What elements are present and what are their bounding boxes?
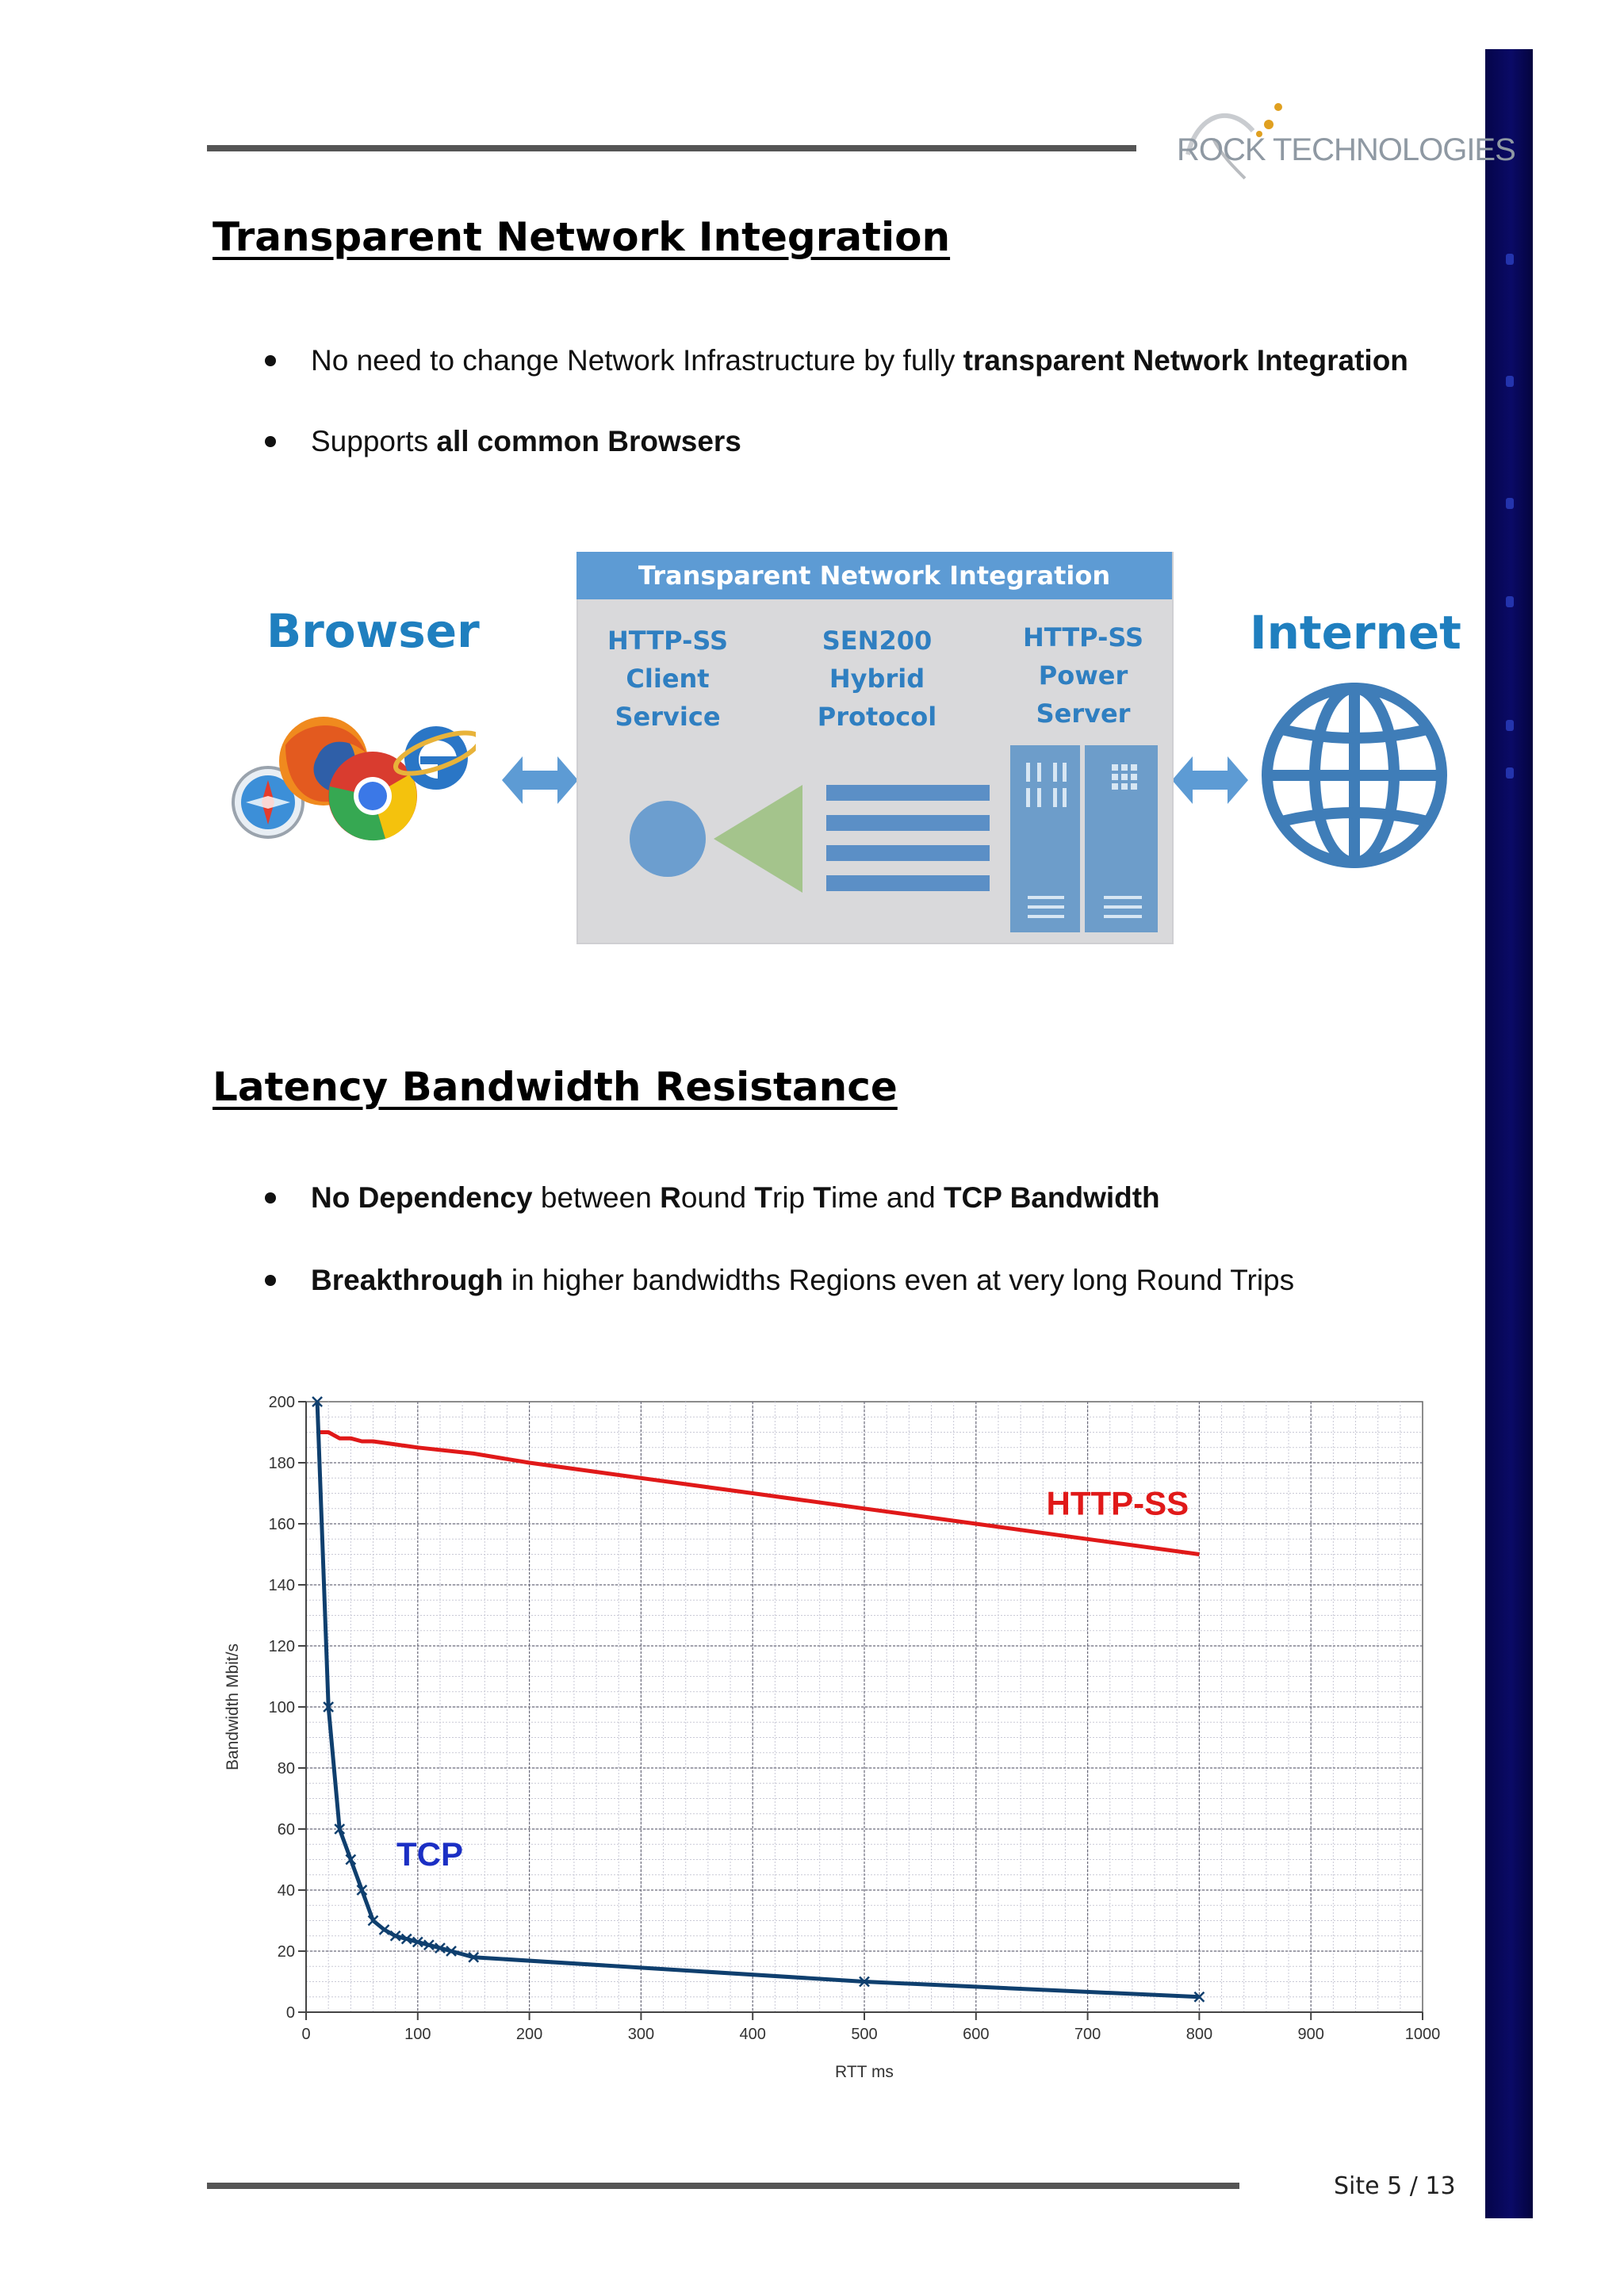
column-label-line: Client: [626, 664, 710, 694]
column-label-power-server: [996, 618, 1170, 733]
y-tick-label: 80: [277, 1760, 295, 1777]
bullet-text-bold: T: [813, 1181, 832, 1214]
bullet-text: No need to change Network Infrastructure by fully: [311, 344, 963, 377]
browser-label: Browser: [266, 604, 480, 658]
bullet-item-dependency: [311, 1181, 1160, 1215]
bullet-item-browsers: [311, 425, 741, 458]
x-tick-label: 1000: [1404, 2026, 1441, 2043]
y-tick-label: 120: [268, 1638, 295, 1655]
bullet-text-bold: transparent Network Integration: [963, 344, 1408, 377]
chart-grid: [306, 1402, 1423, 2012]
bullet-text-bold: No Dependency: [311, 1181, 533, 1214]
bullet-text-bold: Breakthrough: [311, 1264, 504, 1296]
y-tick-label: 20: [277, 1943, 295, 1961]
column-label-line: Service: [615, 702, 721, 732]
integration-box-title: Transparent Network Integration: [576, 552, 1172, 599]
section-title-latency: Latency Bandwidth Resistance: [213, 1064, 898, 1110]
bullet-text-bold: TCP Bandwidth: [943, 1181, 1160, 1214]
column-label-line: Hybrid: [829, 664, 925, 694]
bullet-text-bold: T: [754, 1181, 773, 1214]
logo-text: ROCK TECHNOLOGIES: [1177, 132, 1515, 167]
server-icon: [1010, 745, 1158, 932]
y-tick-label: 160: [268, 1516, 295, 1533]
x-tick-label: 700: [1074, 2026, 1101, 2043]
annotation-tcp: TCP: [396, 1835, 464, 1873]
bullet-text: ound: [680, 1181, 755, 1214]
band-marker: [1506, 596, 1514, 607]
bullet-marker: [265, 436, 276, 447]
x-tick-label: 300: [627, 2026, 655, 2043]
x-tick-label: 500: [851, 2026, 878, 2043]
x-tick-label: 800: [1185, 2026, 1213, 2043]
y-tick-label: 40: [277, 1882, 295, 1900]
y-tick-label: 0: [285, 2004, 295, 2022]
column-label-line: Protocol: [817, 702, 937, 732]
footer-rule: [207, 2183, 1239, 2189]
column-label-line: SEN200: [822, 626, 933, 656]
bandwidth-chart: [214, 1372, 1467, 2101]
column-label-hybrid-protocol: [790, 622, 964, 736]
band-marker: [1506, 376, 1514, 387]
bullet-text-bold: R: [660, 1181, 681, 1214]
column-label-line: HTTP-SS: [1023, 622, 1143, 652]
column-label-line: HTTP-SS: [607, 626, 728, 656]
bullet-text: rip: [772, 1181, 814, 1214]
y-tick-label: 100: [268, 1699, 295, 1716]
bullet-text: between: [532, 1181, 661, 1214]
double-arrow-icon: [502, 752, 578, 809]
bullet-item-breakthrough: [311, 1264, 1294, 1297]
y-axis-label: Bandwidth Mbit/s: [224, 1644, 242, 1770]
bullet-text-bold: all common Browsers: [436, 425, 741, 457]
column-label-line: Power: [1038, 660, 1128, 691]
y-tick-label: 140: [268, 1577, 295, 1594]
x-tick-label: 600: [963, 2026, 990, 2043]
x-tick-label: 0: [301, 2026, 311, 2043]
browser-logos-icon: [230, 714, 476, 848]
bullet-text: in higher bandwidths Regions even at very long Round Trips: [503, 1264, 1295, 1296]
company-logo: [1166, 99, 1515, 186]
client-flow-icon: [626, 777, 809, 904]
section-title-network-integration: Transparent Network Integration: [213, 214, 951, 260]
internet-label: Internet: [1250, 606, 1461, 660]
triangle-icon: [714, 785, 802, 893]
y-tick-label: 180: [268, 1455, 295, 1472]
side-band: [1485, 49, 1533, 2218]
page-number: Site 5 / 13: [1334, 2172, 1456, 2200]
band-marker: [1506, 254, 1514, 265]
band-marker: [1506, 498, 1514, 509]
column-label-line: Server: [1036, 698, 1131, 729]
bars-icon: [825, 785, 991, 896]
circle-icon: [630, 801, 706, 877]
y-tick-label: 60: [277, 1821, 295, 1839]
header-rule: [207, 145, 1136, 151]
bullet-text: Supports: [311, 425, 437, 457]
band-marker: [1506, 720, 1514, 731]
bullet-text: ime and: [831, 1181, 944, 1214]
x-tick-label: 200: [515, 2026, 543, 2043]
bullet-item-network: [311, 344, 1408, 377]
annotation-http-ss: HTTP-SS: [1046, 1484, 1189, 1522]
bullet-marker: [265, 1192, 276, 1203]
band-marker: [1506, 767, 1514, 779]
x-tick-label: 400: [739, 2026, 766, 2043]
globe-icon: [1259, 680, 1450, 871]
column-label-client-service: [580, 622, 755, 736]
y-tick-label: 200: [268, 1394, 295, 1411]
x-axis-label: RTT ms: [835, 2063, 894, 2081]
x-tick-label: 900: [1297, 2026, 1324, 2043]
double-arrow-icon: [1172, 752, 1248, 809]
x-tick-label: 100: [404, 2026, 431, 2043]
bullet-marker: [265, 355, 276, 366]
bullet-marker: [265, 1275, 276, 1286]
